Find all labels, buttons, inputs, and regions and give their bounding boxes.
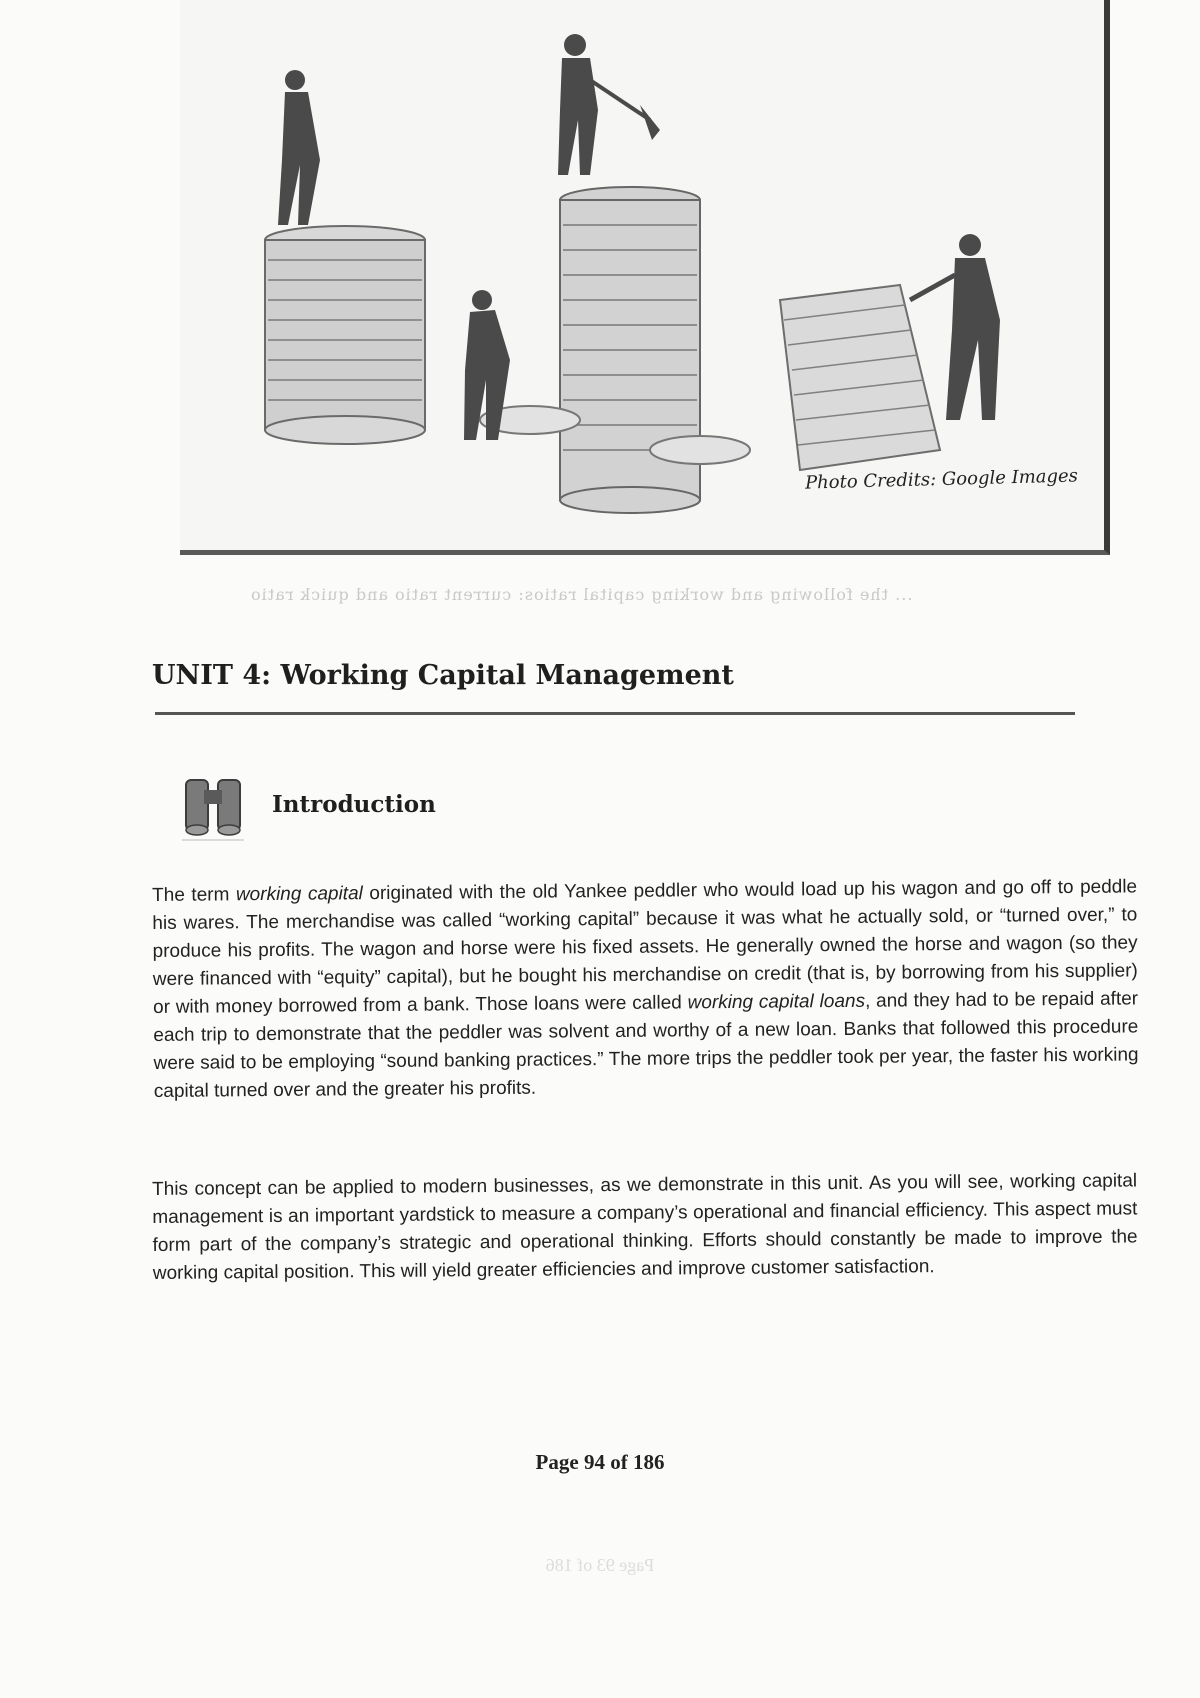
introduction-heading: Introduction bbox=[272, 791, 436, 818]
photo-credit: Photo Credits: Google Images bbox=[804, 465, 1079, 494]
unit-title: UNIT 4: Working Capital Management bbox=[152, 660, 734, 691]
intro-paragraph-2: This concept can be applied to modern businesses, as we demonstrate in this unit. As you will see, working capital management is an important yardstick to measure a company’s operational and financial efficiency. This aspect must form part of the company’s strategic and operational thinking. Efforts should constantly be made to improve the working capital position. This will yield greater efficiencies and improve customer satisfaction. bbox=[152, 1170, 1138, 1284]
page-number: Page 94 of 186 bbox=[535, 1450, 665, 1474]
bleed-through-text: ... the following and working capital ratios: current ratio and quick ratio bbox=[250, 585, 913, 604]
term-working-capital: working capital bbox=[235, 883, 363, 906]
cover-photo bbox=[180, 0, 1110, 555]
bleed-through-page-number: Page 93 of 186 bbox=[545, 1555, 655, 1575]
term-working-capital-loans: working capital loans bbox=[687, 990, 866, 1014]
title-divider bbox=[155, 712, 1075, 715]
binoculars-icon bbox=[178, 772, 248, 846]
intro-paragraph-1: The term working capital originated with the old Yankee peddler who would load up his wagon and go off to peddle his wares. The merchandise was called “working capital” because it was what he actually sold, or “turned over,” to produce his profits. The wagon and horse were his fixed assets. He generally owned the horse and wagon (so they were financed with “equity” capital), but he bought his merchandise on credit (that is, by borrowing from his supplier) or with money borrowed from a bank. Those loans were called working capital loans, and they had to be repaid after each trip to demonstrate that the peddler was solvent and worthy of a new loan. Banks that followed this procedure were said to be employing “sound banking practices.” The more trips the peddler took per year, the faster his working capital turned over and the greater his profits. bbox=[152, 876, 1139, 1102]
